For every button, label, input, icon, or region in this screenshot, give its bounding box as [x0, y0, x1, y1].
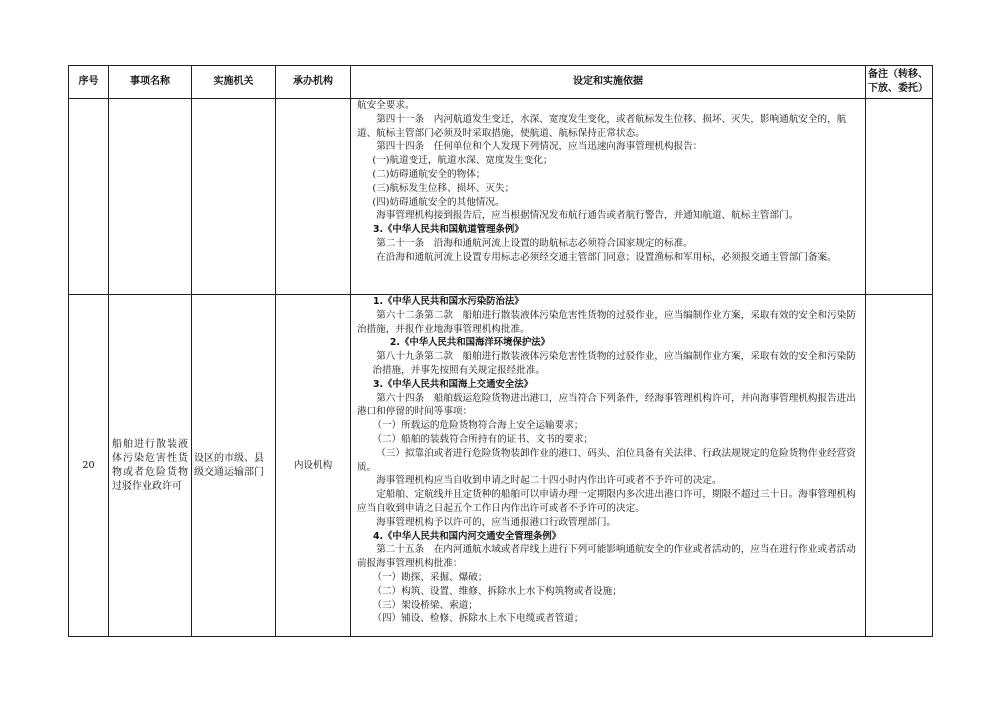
basis-list-item: （一）勘探、采掘、爆破；	[372, 571, 488, 583]
cell-handler: 内设机构	[276, 295, 351, 637]
regulation-table	[68, 65, 933, 637]
basis-list-item: （二）船舶的装载符合所持有的证书、文书的要求；	[372, 433, 594, 445]
basis-paragraph: 航安全要求。	[357, 100, 415, 111]
cell-seq	[69, 99, 109, 295]
basis-paragraph: 第四十四条 任何单位和个人发现下列情况，应当迅速向海事管理机构报告：	[376, 141, 703, 153]
basis-paragraph: 第六十二条第二款 船舶进行散装液体污染危害性货物的过驳作业，应当编制作业方案，采取有效的安全和污染防治措施，并报作业地海事管理机构批准。	[357, 309, 856, 335]
basis-list-item: (一)航道变迁，航道水深、宽度发生变化；	[372, 155, 553, 167]
header-note-line1: 备注（转移、	[868, 69, 928, 80]
basis-list-item: (四)妨碍通航安全的其他情况。	[372, 196, 505, 208]
basis-paragraph: 第六十四条 船舶载运危险货物进出港口，应当符合下列条件，经海事管理机构许可，并向海事管理机构报告进出港口和停留的时间等事项：	[357, 392, 856, 418]
cell-seq: 20	[69, 295, 109, 637]
basis-paragraph: 第四十一条 内河航道发生变迁，水深、宽度发生变化，或者航标发生位移、损坏、灭失，影响通航安全的，航道、航标主管部门必须及时采取措施，使航道、航标保持正常状态。	[357, 113, 847, 139]
basis-law-heading: 2.《中华人民共和国海洋环境保护法》	[389, 337, 550, 349]
basis-paragraph: 海事管理机构接到报告后，应当根据情况发布航行通告或者航行警告，并通知航道、航标主管部门。	[376, 210, 799, 222]
basis-list-item: （三）拟靠泊或者进行危险货物装卸作业的港口、码头、泊位具备有关法律、行政法规规定的危险货物作业经营资质。	[357, 447, 856, 473]
regulation-table-page	[68, 65, 932, 635]
cell-handler	[276, 99, 351, 295]
basis-law-heading: 3.《中华人民共和国航道管理条例》	[372, 224, 524, 236]
basis-paragraph: 在沿海和通航河流上设置专用标志必须经交通主管部门同意；设置渔标和军用标，必须报交通主管部门备案。	[376, 251, 837, 263]
basis-paragraph: 海事管理机构应当自收到申请之时起二十四小时内作出许可或者不予许可的决定。	[376, 475, 722, 487]
basis-paragraph: 第二十一条 沿海和通航河流上设置的助航标志必须符合国家规定的标准。	[376, 237, 693, 249]
cell-agency	[192, 99, 276, 295]
basis-list-item: （三）架设桥梁、索道；	[372, 599, 478, 611]
basis-paragraph: 第二十五条 在内河通航水域或者岸线上进行下列可能影响通航安全的作业或者活动的，应当在进行作业或者活动前报海事管理机构批准：	[357, 544, 856, 570]
cell-agency: 设区的市级、县级交通运输部门	[192, 295, 276, 637]
cell-item-name	[109, 99, 192, 295]
header-note	[866, 66, 933, 99]
cell-note	[866, 295, 933, 637]
cell-basis	[351, 99, 866, 295]
header-agency: 实施机关	[192, 66, 276, 99]
basis-list-item: （一）所载运的危险货物符合海上安全运输要求；	[372, 420, 584, 432]
cell-note	[866, 99, 933, 295]
table-row	[69, 295, 933, 637]
basis-paragraph: 第八十九条第二款 船舶进行散装液体污染危害性货物的过驳作业，应当编制作业方案，采取有效的安全和污染防治措施，并事先按照有关规定报经批准。	[372, 351, 856, 376]
basis-list-item: (三)航标发生位移、损坏、灭失；	[372, 182, 515, 194]
header-handler: 承办机构	[276, 66, 351, 99]
basis-paragraph: 海事管理机构予以许可的，应当通报港口行政管理部门。	[376, 516, 617, 528]
header-note-line2: 下放、委托）	[868, 83, 928, 94]
basis-law-heading: 3.《中华人民共和国海上交通安全法》	[372, 378, 534, 390]
header-basis: 设定和实施依据	[351, 66, 866, 99]
header-row	[69, 66, 933, 99]
cell-basis	[351, 295, 866, 637]
table-row	[69, 99, 933, 295]
basis-list-item: (二)妨碍通航安全的物体；	[372, 168, 486, 180]
basis-paragraph: 定船舶、定航线并且定货种的船舶可以申请办理一定期限内多次进出港口许可，期限不超过三十日。海事管理机构应当自收到申请之日起五个工作日内作出许可或者不予许可的决定。	[357, 489, 856, 514]
basis-law-heading: 4.《中华人民共和国内河交通安全管理条例》	[372, 530, 562, 542]
cell-item-name: 船舶进行散装液体污染危害性货物或者危险货物过驳作业政许可	[109, 295, 192, 637]
header-seq: 序号	[69, 66, 109, 99]
basis-list-item: （二）构筑、设置、维修、拆除水上水下构筑物或者设施；	[372, 585, 622, 597]
basis-law-heading: 1.《中华人民共和国水污染防治法》	[372, 296, 524, 307]
header-item-name: 事项名称	[109, 66, 192, 99]
basis-list-item: （四）铺设、检修、拆除水上水下电缆或者管道；	[372, 613, 584, 625]
